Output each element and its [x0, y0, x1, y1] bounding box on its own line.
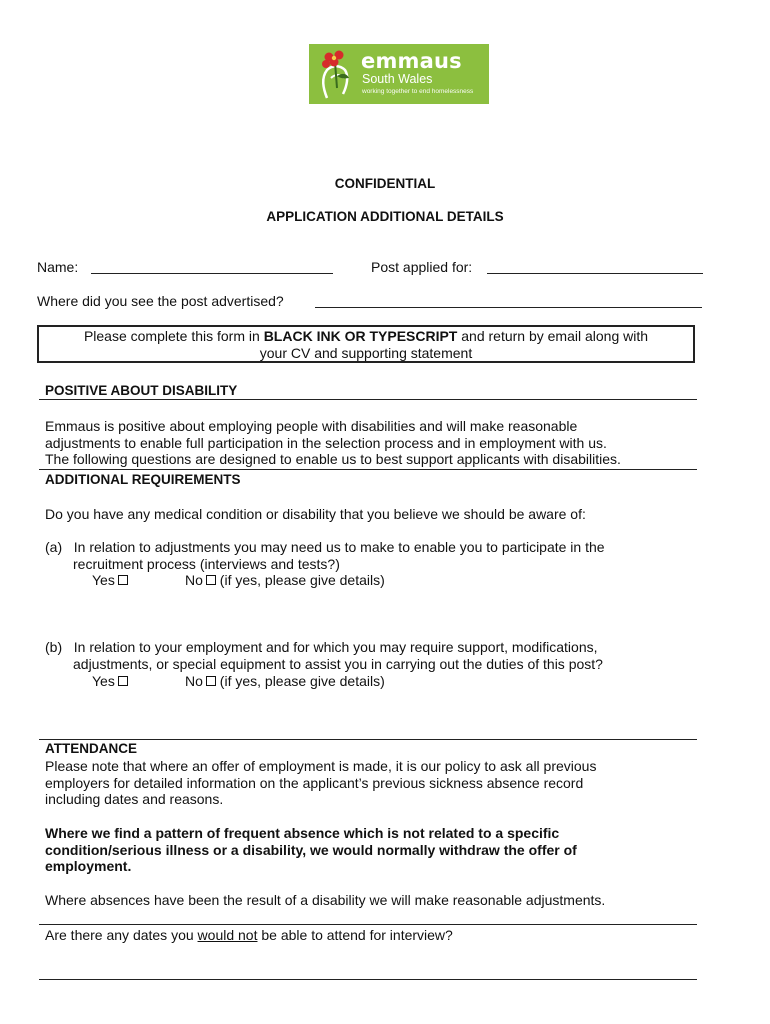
- requirements-heading: ADDITIONAL REQUIREMENTS: [45, 472, 241, 487]
- notice-box: [37, 325, 695, 363]
- question-a-no-option[interactable]: [185, 572, 385, 588]
- no-label: No: [185, 673, 203, 689]
- attendance-p2-line1: Where we find a pattern of frequent absence which is not related to a specific: [45, 825, 560, 841]
- question-b: [45, 639, 705, 672]
- question-b-yes-option[interactable]: [92, 673, 128, 689]
- attendance-p2-line2: condition/serious illness or a disability, we would normally withdraw the offer of: [45, 841, 577, 858]
- attendance-paragraph-1: [45, 758, 705, 808]
- interview-q-suffix: be able to attend for interview?: [257, 927, 453, 943]
- question-a-label: (a): [45, 539, 63, 555]
- question-a-yes-option[interactable]: [92, 572, 128, 588]
- yes-label: Yes: [92, 572, 115, 588]
- yes-label: Yes: [92, 673, 115, 689]
- notice-line2: your CV and supporting statement: [259, 345, 473, 361]
- notice-suffix: and return by email along with: [457, 328, 649, 344]
- interview-question: [45, 927, 705, 944]
- logo-tagline: working together to end homelessness: [362, 88, 474, 95]
- no-checkbox[interactable]: [206, 575, 216, 585]
- question-b-no-option[interactable]: [185, 673, 385, 689]
- attendance-rule: [39, 739, 697, 740]
- advertised-field[interactable]: [315, 307, 702, 308]
- name-field[interactable]: [91, 273, 333, 274]
- details-hint: (if yes, please give details): [219, 572, 385, 588]
- no-checkbox[interactable]: [206, 676, 216, 686]
- name-label: Name:: [37, 259, 79, 275]
- disability-line3: The following questions are designed to enable us to best support applicants with disabilities.: [45, 451, 621, 467]
- question-b-line2: adjustments, or special equipment to assist you in carrying out the duties of this post?: [73, 655, 603, 672]
- yes-checkbox[interactable]: [118, 676, 128, 686]
- attendance-paragraph-3: Where absences have been the result of a disability we will make reasonable adjustments.: [45, 892, 606, 908]
- yes-checkbox[interactable]: [118, 575, 128, 585]
- question-a: [45, 539, 705, 572]
- advertised-label: Where did you see the post advertised?: [37, 293, 284, 309]
- attendance-heading: ATTENDANCE: [45, 741, 137, 756]
- form-title: APPLICATION ADDITIONAL DETAILS: [266, 209, 504, 224]
- attendance-p2-line3: employment.: [45, 858, 132, 874]
- notice-prefix: Please complete this form in: [83, 328, 264, 344]
- disability-paragraph: [45, 418, 705, 468]
- question-b-label: (b): [45, 639, 63, 655]
- disability-rule: [39, 399, 697, 400]
- attendance-p1-line2: employers for detailed information on the applicant’s previous sickness absence record: [45, 774, 584, 791]
- emmaus-logo: [309, 44, 489, 104]
- interview-answer-line[interactable]: [39, 979, 697, 980]
- interview-q-prefix: Are there any dates you: [45, 927, 198, 943]
- confidential-heading: CONFIDENTIAL: [334, 176, 436, 191]
- post-applied-field[interactable]: [487, 273, 703, 274]
- requirements-question: Do you have any medical condition or disability that you believe we should be aware of:: [45, 506, 586, 522]
- logo-brand: emmaus: [361, 49, 462, 73]
- disability-line2: adjustments to enable full participation in the selection process and in employment with us.: [45, 434, 607, 451]
- interview-q-emphasis: would not: [197, 927, 258, 943]
- attendance-p1-line3: including dates and reasons.: [45, 791, 224, 807]
- post-applied-label: Post applied for:: [371, 259, 473, 275]
- interview-rule: [39, 924, 697, 925]
- attendance-paragraph-2: [45, 825, 705, 875]
- no-label: No: [185, 572, 203, 588]
- question-a-line2: recruitment process (interviews and tests?): [73, 555, 340, 572]
- disability-line1: Emmaus is positive about employing people with disabilities and will make reasonable: [45, 418, 578, 434]
- attendance-p1-line1: Please note that where an offer of employment is made, it is our policy to ask all previous: [45, 758, 597, 774]
- notice-emphasis: BLACK INK OR TYPESCRIPT: [263, 328, 458, 344]
- requirements-rule: [39, 469, 697, 470]
- flower-hand-icon: [313, 48, 359, 100]
- question-b-line1: In relation to your employment and for which you may require support, modifications,: [73, 639, 598, 655]
- question-a-line1: In relation to adjustments you may need us to make to enable you to participate in the: [73, 539, 605, 555]
- logo-region: South Wales: [362, 72, 433, 86]
- disability-heading: POSITIVE ABOUT DISABILITY: [45, 383, 238, 398]
- details-hint: (if yes, please give details): [219, 673, 385, 689]
